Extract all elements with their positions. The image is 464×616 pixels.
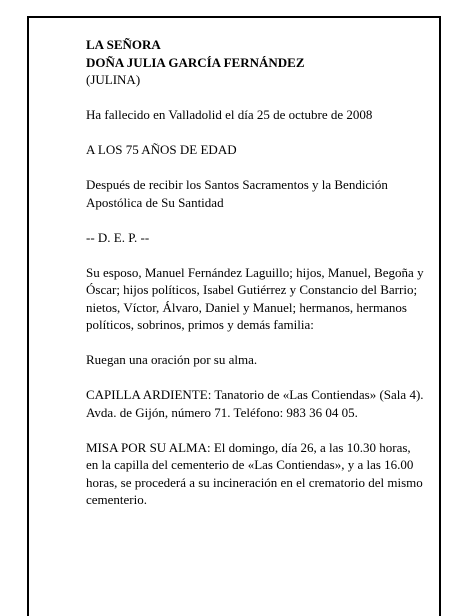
deceased-name: DOÑA JULIA GARCÍA FERNÁNDEZ	[86, 54, 305, 70]
death-notice: Ha fallecido en Valladolid el día 25 de octubre de 2008	[86, 107, 373, 122]
mass-info: MISA POR SU ALMA: El domingo, día 26, a las 10.30 horas, en la capilla del cementerio de «Las Contiendas», y a las 16.00 horas, se procederá a su incineración en el crematorio del mismo cementerio.	[86, 439, 423, 507]
funeral-chapel-info: CAPILLA ARDIENTE: Tanatorio de «Las Contiendas» (Sala 4). Avda. de Gijón, número 71. Teléfono: 983 36 04 05.	[86, 387, 424, 420]
age-notice: A LOS 75 AÑOS DE EDAD	[86, 142, 237, 157]
heading-title: LA SEÑORA	[86, 37, 161, 52]
rip-notice: -- D. E. P. --	[86, 229, 150, 245]
deceased-nickname: (JULINA)	[86, 72, 141, 87]
family-list: Su esposo, Manuel Fernández Laguillo; hijos, Manuel, Begoña y Óscar; hijos políticos, Isabel Gutiérrez y Constancio del Barrio; nietos, Víctor, Álvaro, Daniel y Manuel; hermanos, hermanos políticos, sobrinos, primos y demás familia:	[86, 264, 424, 332]
heading-block	[86, 36, 424, 89]
sacraments-notice: Después de recibir los Santos Sacramentos y la Bendición Apostólica de Su Santidad	[86, 177, 388, 210]
prayer-request: Ruegan una oración por su alma.	[86, 352, 258, 367]
obituary-text	[86, 36, 424, 526]
